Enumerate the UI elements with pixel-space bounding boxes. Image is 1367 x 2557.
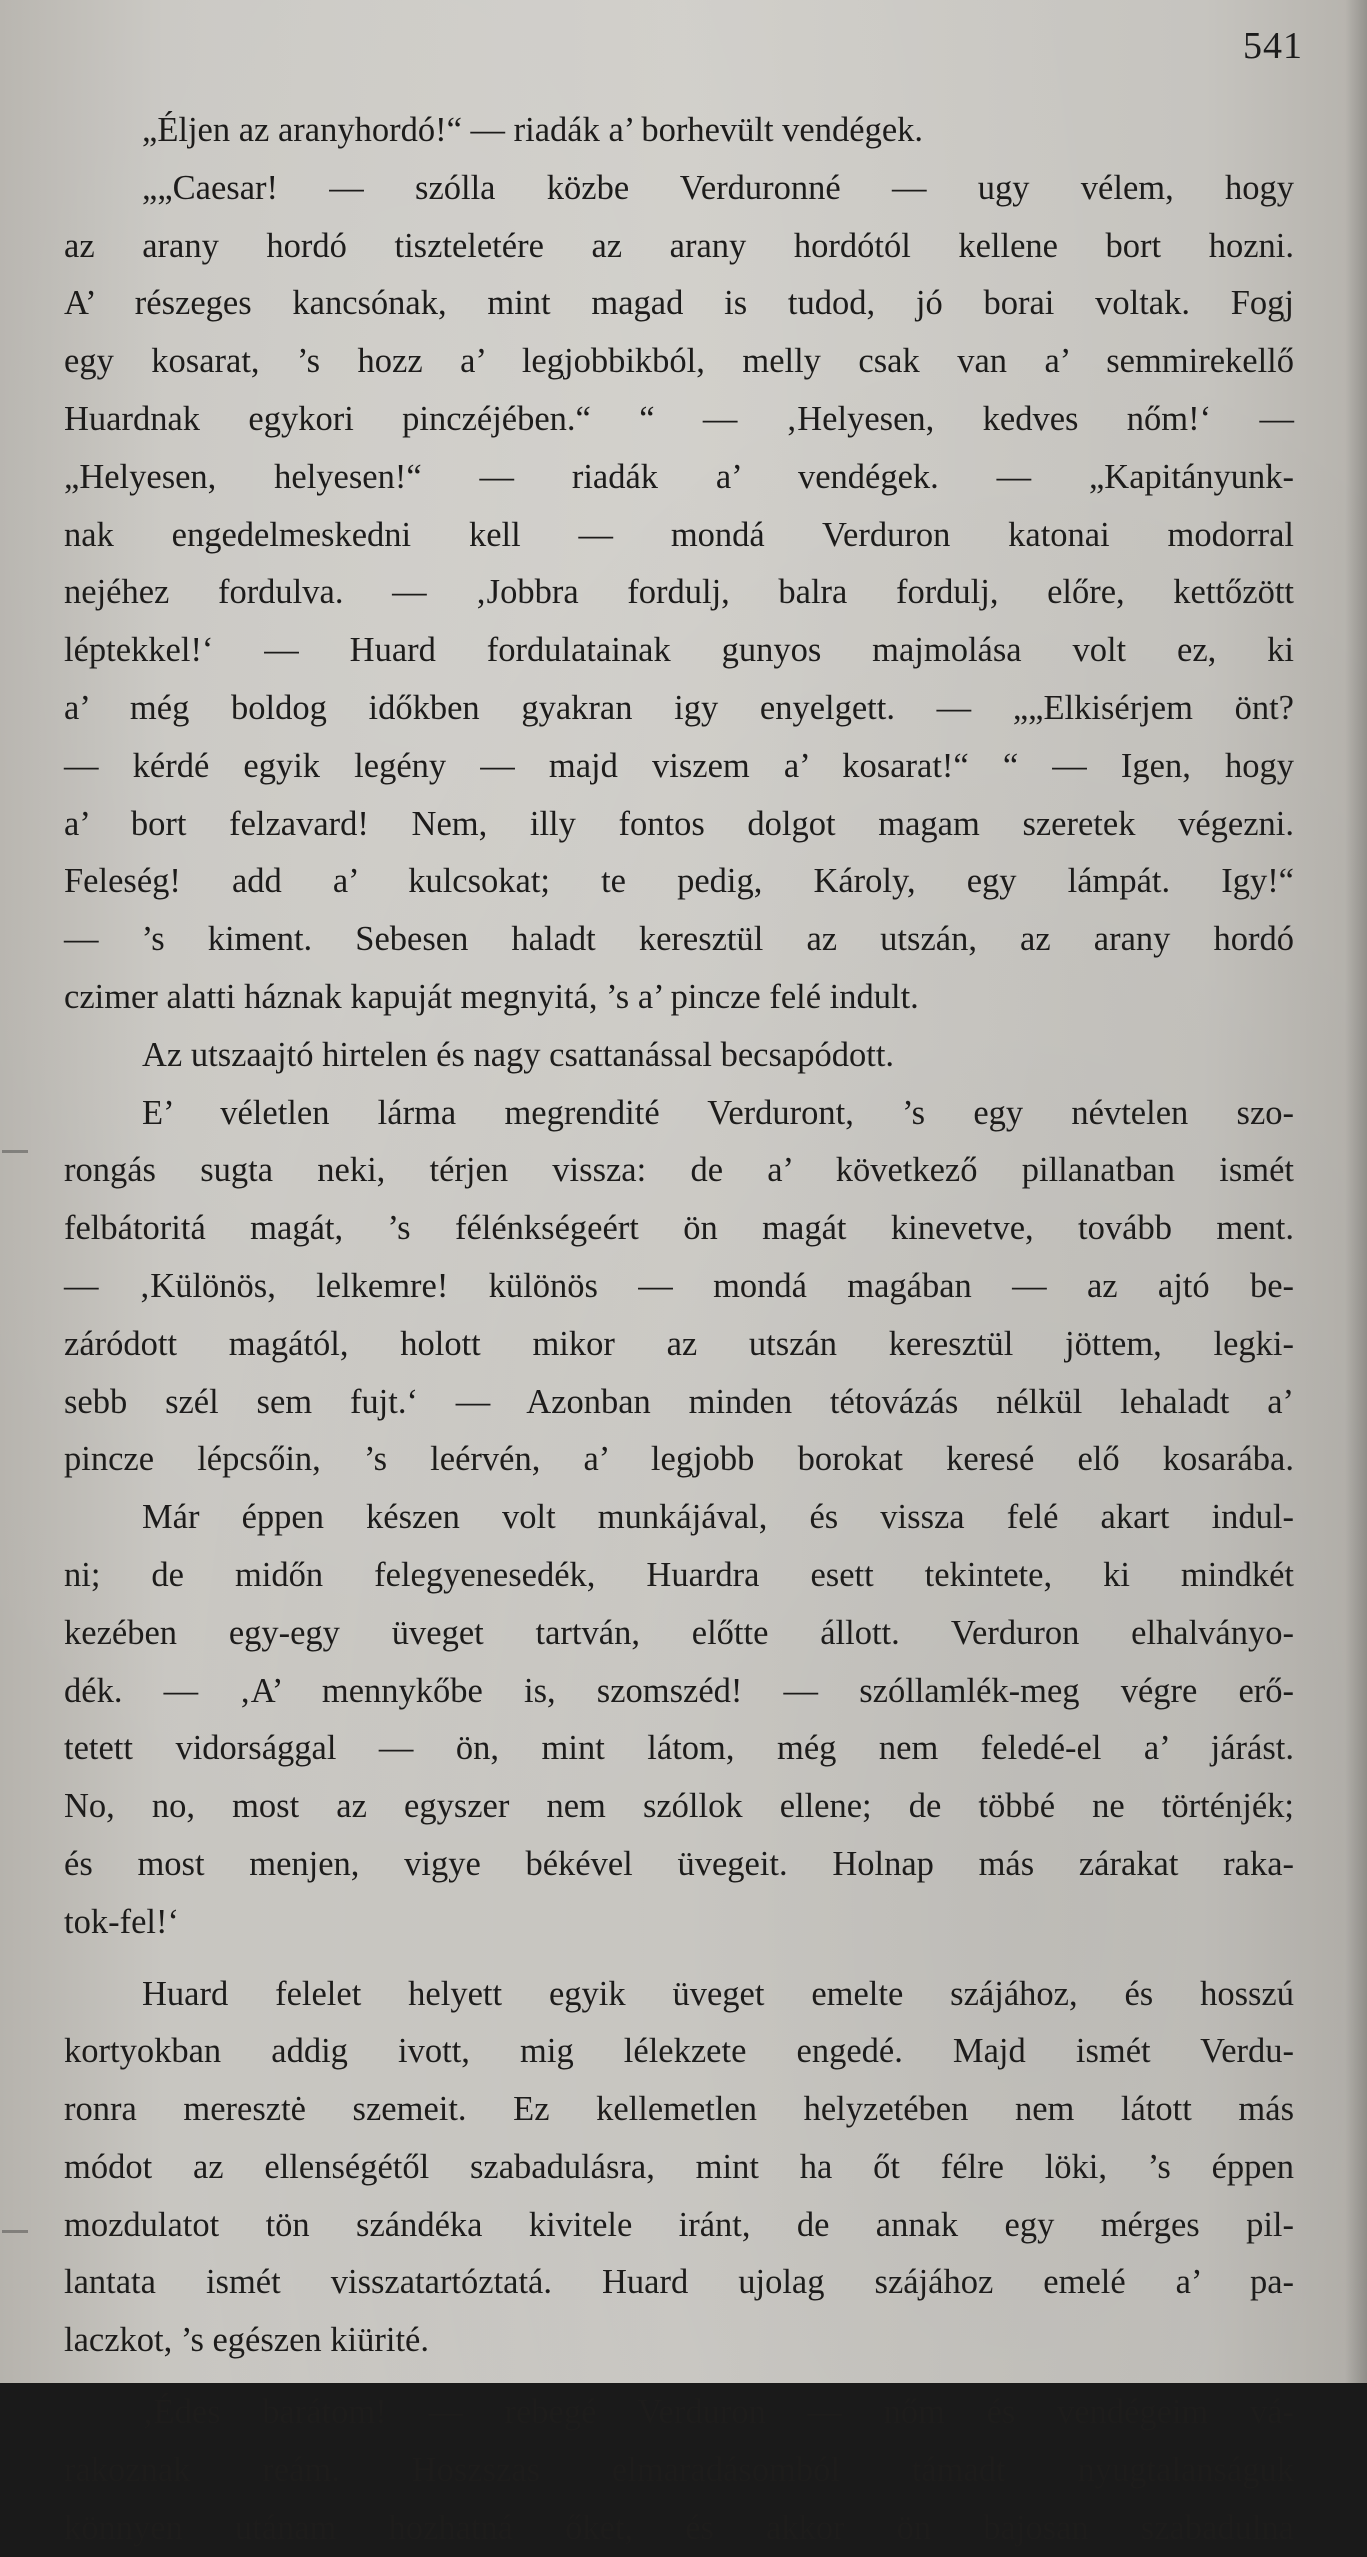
text-line: Huardnak egykori pinczéjében.“ “ — ‚Helyesen, kedves nőm!‘ — [64,399,1294,438]
text-line: No, no, most az egyszer nem szóllok ellene; de többé ne történjék; [64,1787,1294,1826]
text-line: könnyen utánam hozhatná őket, és akkor ön bajosan szabadulna [64,2508,1294,2547]
text-line: — kérdé egyik legény — majd viszem a’ kosarat!“ “ — Igen, hogy [64,746,1294,785]
text-line: módot az ellenségétől szabadulásra, mint ha őt félre löki, ’s éppen [64,2147,1294,2186]
text-line: ronra meresztė szemeit. Ez kellemetlen helyzetében nem látott más [64,2090,1294,2129]
text-line: lantata ismét visszatartóztatá. Huard ujolag szájához emelé a’ pa- [64,2263,1294,2302]
text-line: rakoznak reám. Hoszszas elmaradásomból támadt nyugtalanságuk [64,2450,1294,2489]
text-line: — ’s kiment. Sebesen haladt keresztül az utszán, az arany hordó [64,920,1294,959]
text-line: felbátoritá magát, ’s félénkségeért ön magát kinevetve, tovább ment. [64,1209,1294,1248]
margin-mark [2,2230,28,2233]
text-line: ni; de midőn felegyenesedék, Huardra esett tekintete, ki mindkét [64,1555,1294,1594]
text-line: czimer alatti háznak kapuját megnyitá, ’s a’ pincze felé indult. [64,977,919,1016]
text-line: a’ bort felzavard! Nem, illy fontos dolgot magam szeretek végezni. [64,804,1294,843]
page-edge-shadow [1345,0,1367,2383]
text-line: léptekkel!‘ — Huard fordulatainak gunyos majmolása volt ez, ki [64,631,1294,670]
text-line: „„Caesar! — szólla közbe Verduronné — ugy vélem, hogy [142,168,1294,207]
text-line: „Éljen az aranyhordó!“ — riadák a’ borhevült vendégek. [142,111,924,149]
text-line: „Helyesen, helyesen!“ — riadák a’ vendégek. — „Kapitányunk- [64,457,1294,496]
text-line: Már éppen készen volt munkájával, és vissza felé akart indul- [142,1498,1294,1537]
text-line: A’ részeges kancsónak, mint magad is tudod, jó borai voltak. Fogj [64,284,1294,323]
text-line: dék. — ‚A’ mennykőbe is, szomszéd! — szóllamlék-meg végre erő- [64,1671,1294,1710]
text-line: Feleség! add a’ kulcsokat; te pedig, Károly, egy lámpát. Igy!“ [64,862,1294,901]
text-line: ‚Édes barátom! — rebegé Verduron — nőm és vendégeim vá- [142,2393,1294,2432]
text-line: nejéhez fordulva. — ‚Jobbra fordulj, balra fordulj, előre, kettőzött [64,573,1294,612]
text-line: záródott magától, holott mikor az utszán keresztül jöttem, legki- [64,1324,1294,1363]
text-line: kortyokban addig ivott, mig lélekzete engedé. Majd ismét Verdu- [64,2032,1294,2071]
text-line: laczkot, ’s egészen kiürité. [64,2321,429,2360]
text-line: E’ véletlen lárma megrendité Verduront, ’s egy névtelen szo- [142,1093,1294,1132]
body-text [64,102,1294,2557]
text-line: — ‚Különös, lelkemre! különös — mondá magában — az ajtó be- [64,1266,1294,1305]
text-line: a’ még boldog időkben gyakran igy enyelgett. — „„Elkisérjem önt? [64,688,1294,727]
text-line: Az utszaajtó hirtelen és nagy csattanással becsapódott. [142,1035,895,1074]
text-line: és most menjen, vigye békével üvegeit. Holnap más zárakat raka- [64,1844,1294,1883]
text-line: sebb szél sem fujt.‘ — Azonban minden tétovázás nélkül lehaladt a’ [64,1382,1294,1421]
text-line: rongás sugta neki, térjen vissza: de a’ következő pillanatban ismét [64,1151,1294,1190]
text-line: egy kosarat, ’s hozz a’ legjobbikból, melly csak van a’ semmirekellő [64,342,1294,381]
text-line: tok-fel!‘ [64,1902,179,1941]
margin-mark [2,1150,28,1153]
text-line: mozdulatot tön szándéka kivitele iránt, de annak egy mérges pil- [64,2205,1294,2244]
text-line: Huard felelet helyett egyik üveget emelte szájához, és hosszú [142,1974,1294,2013]
text-line: tetett vidorsággal — ön, mint látom, még nem feledé-el a’ járást. [64,1729,1294,1768]
text-line: nak engedelmeskedni kell — mondá Verduron katonai modorral [64,515,1294,554]
text-line: az arany hordó tiszteletére az arany hordótól kellene bort hozni. [64,226,1294,265]
page-number: 541 [1243,25,1303,67]
text-line: kezében egy-egy üveget tartván, előtte állott. Verduron elhalványo- [64,1613,1294,1652]
text-line: pincze lépcsőin, ’s leérvén, a’ legjobb borokat keresé elő kosarába. [64,1440,1294,1479]
